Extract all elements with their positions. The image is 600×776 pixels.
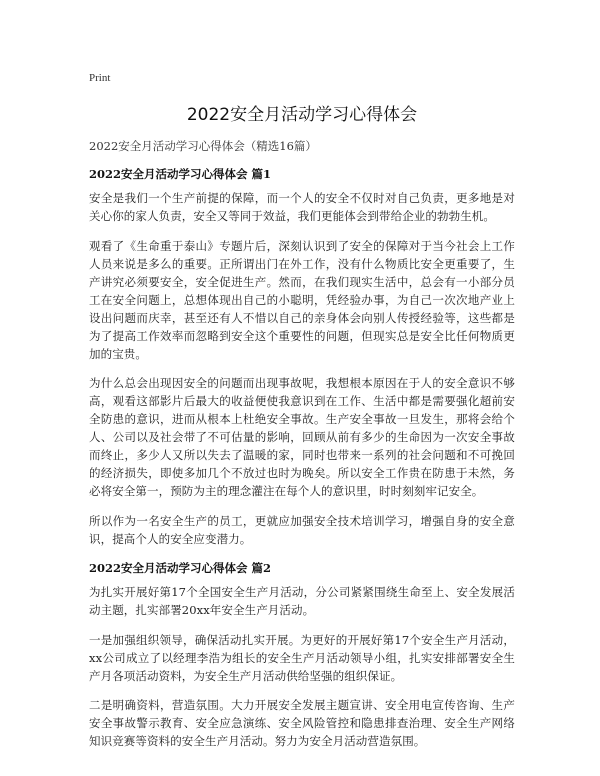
paragraph: 安全是我们一个生产前提的保障，而一个人的安全不仅时对自己负责，更多地是对关心你的家人负责，安全又等同于效益，我们更能体会到带给企业的勃勃生机。 [89,191,515,223]
section-heading-1: 2022安全月活动学习心得体会 篇1 [89,167,272,181]
document-subtitle: 2022安全月活动学习心得体会（精选16篇） [89,139,317,153]
paragraph: 所以作为一名安全生产的员工，更就应加强安全技术培训学习，增强自身的安全意识，提高个人的安全应变潜力。 [89,513,515,546]
section-heading-2: 2022安全月活动学习心得体会 篇2 [89,561,272,575]
print-label[interactable]: Print [89,72,111,84]
document-title: 2022安全月活动学习心得体会 [186,105,418,125]
paragraph: 为扎实开展好第17个全国安全生产月活动，分公司紧紧围绕生命至上、安全发展活动主题，扎实部署20xx年安全生产月活动。 [89,585,515,617]
paragraph: 为什么总会出现因安全的问题而出现事故呢，我想根本原因在于人的安全意识不够高，观看这部影片后最大的收益便使我意识到在工作、生活中都是需要强化超前安全防患的意识，进而从根本上杜绝安全事故。生产安全事故一旦发生，那将会给个人、公司以及社会带了不可估量的影响，回顾从前有多少的生命因为一次安全事故而终止，多少人又所以失去了温暖的家，同时也带来一系列的社会问题和不可挽回的经济损失，即使多加几个不放过也时为晚矣。所以安全工作贵在防患于未然，务必将安全第一，预防为主的理念灌注在每个人的意识里，时时刻刻牢记安全。 [89,376,515,498]
paragraph: 二是明确资料，营造氛围。大力开展安全发展主题宣讲、安全用电宣传咨询、生产安全事故警示教育、安全应急演练、安全风险管控和隐患排查治理、安全生产网络知识竞赛等资料的安全生产月活动。努力为安全月活动营造氛围。 [89,698,515,748]
paragraph: 一是加强组织领导，确保活动扎实开展。为更好的开展好第17个安全生产月活动，xx公司成立了以经理李浩为组长的安全生产月活动领导小组，扎实安排部署安全生产月各项活动资料，为安全生产月活动供给坚强的组织保证。 [89,632,515,683]
paragraph: 观看了《生命重于泰山》专题片后，深刻认识到了安全的保障对于当今社会上工作人员来说是多么的重要。正所谓出门在外工作，没有什么物质比安全更重要了，生产讲究必须要安全，安全促进生产。然而，在我们现实生活中，总会有一小部分员工在安全问题上，总想体现出自己的小聪明，凭经验办事，为自己一次次地产业上设出问题而庆幸，甚至还有人不惜以自己的亲身体会向别人传授经验等，这些都是为了提高工作效率而忽略到安全这个重要性的问题，但现实总是安全比任何物质更加的宝贵。 [89,238,515,361]
document-page [89,70,515,762]
